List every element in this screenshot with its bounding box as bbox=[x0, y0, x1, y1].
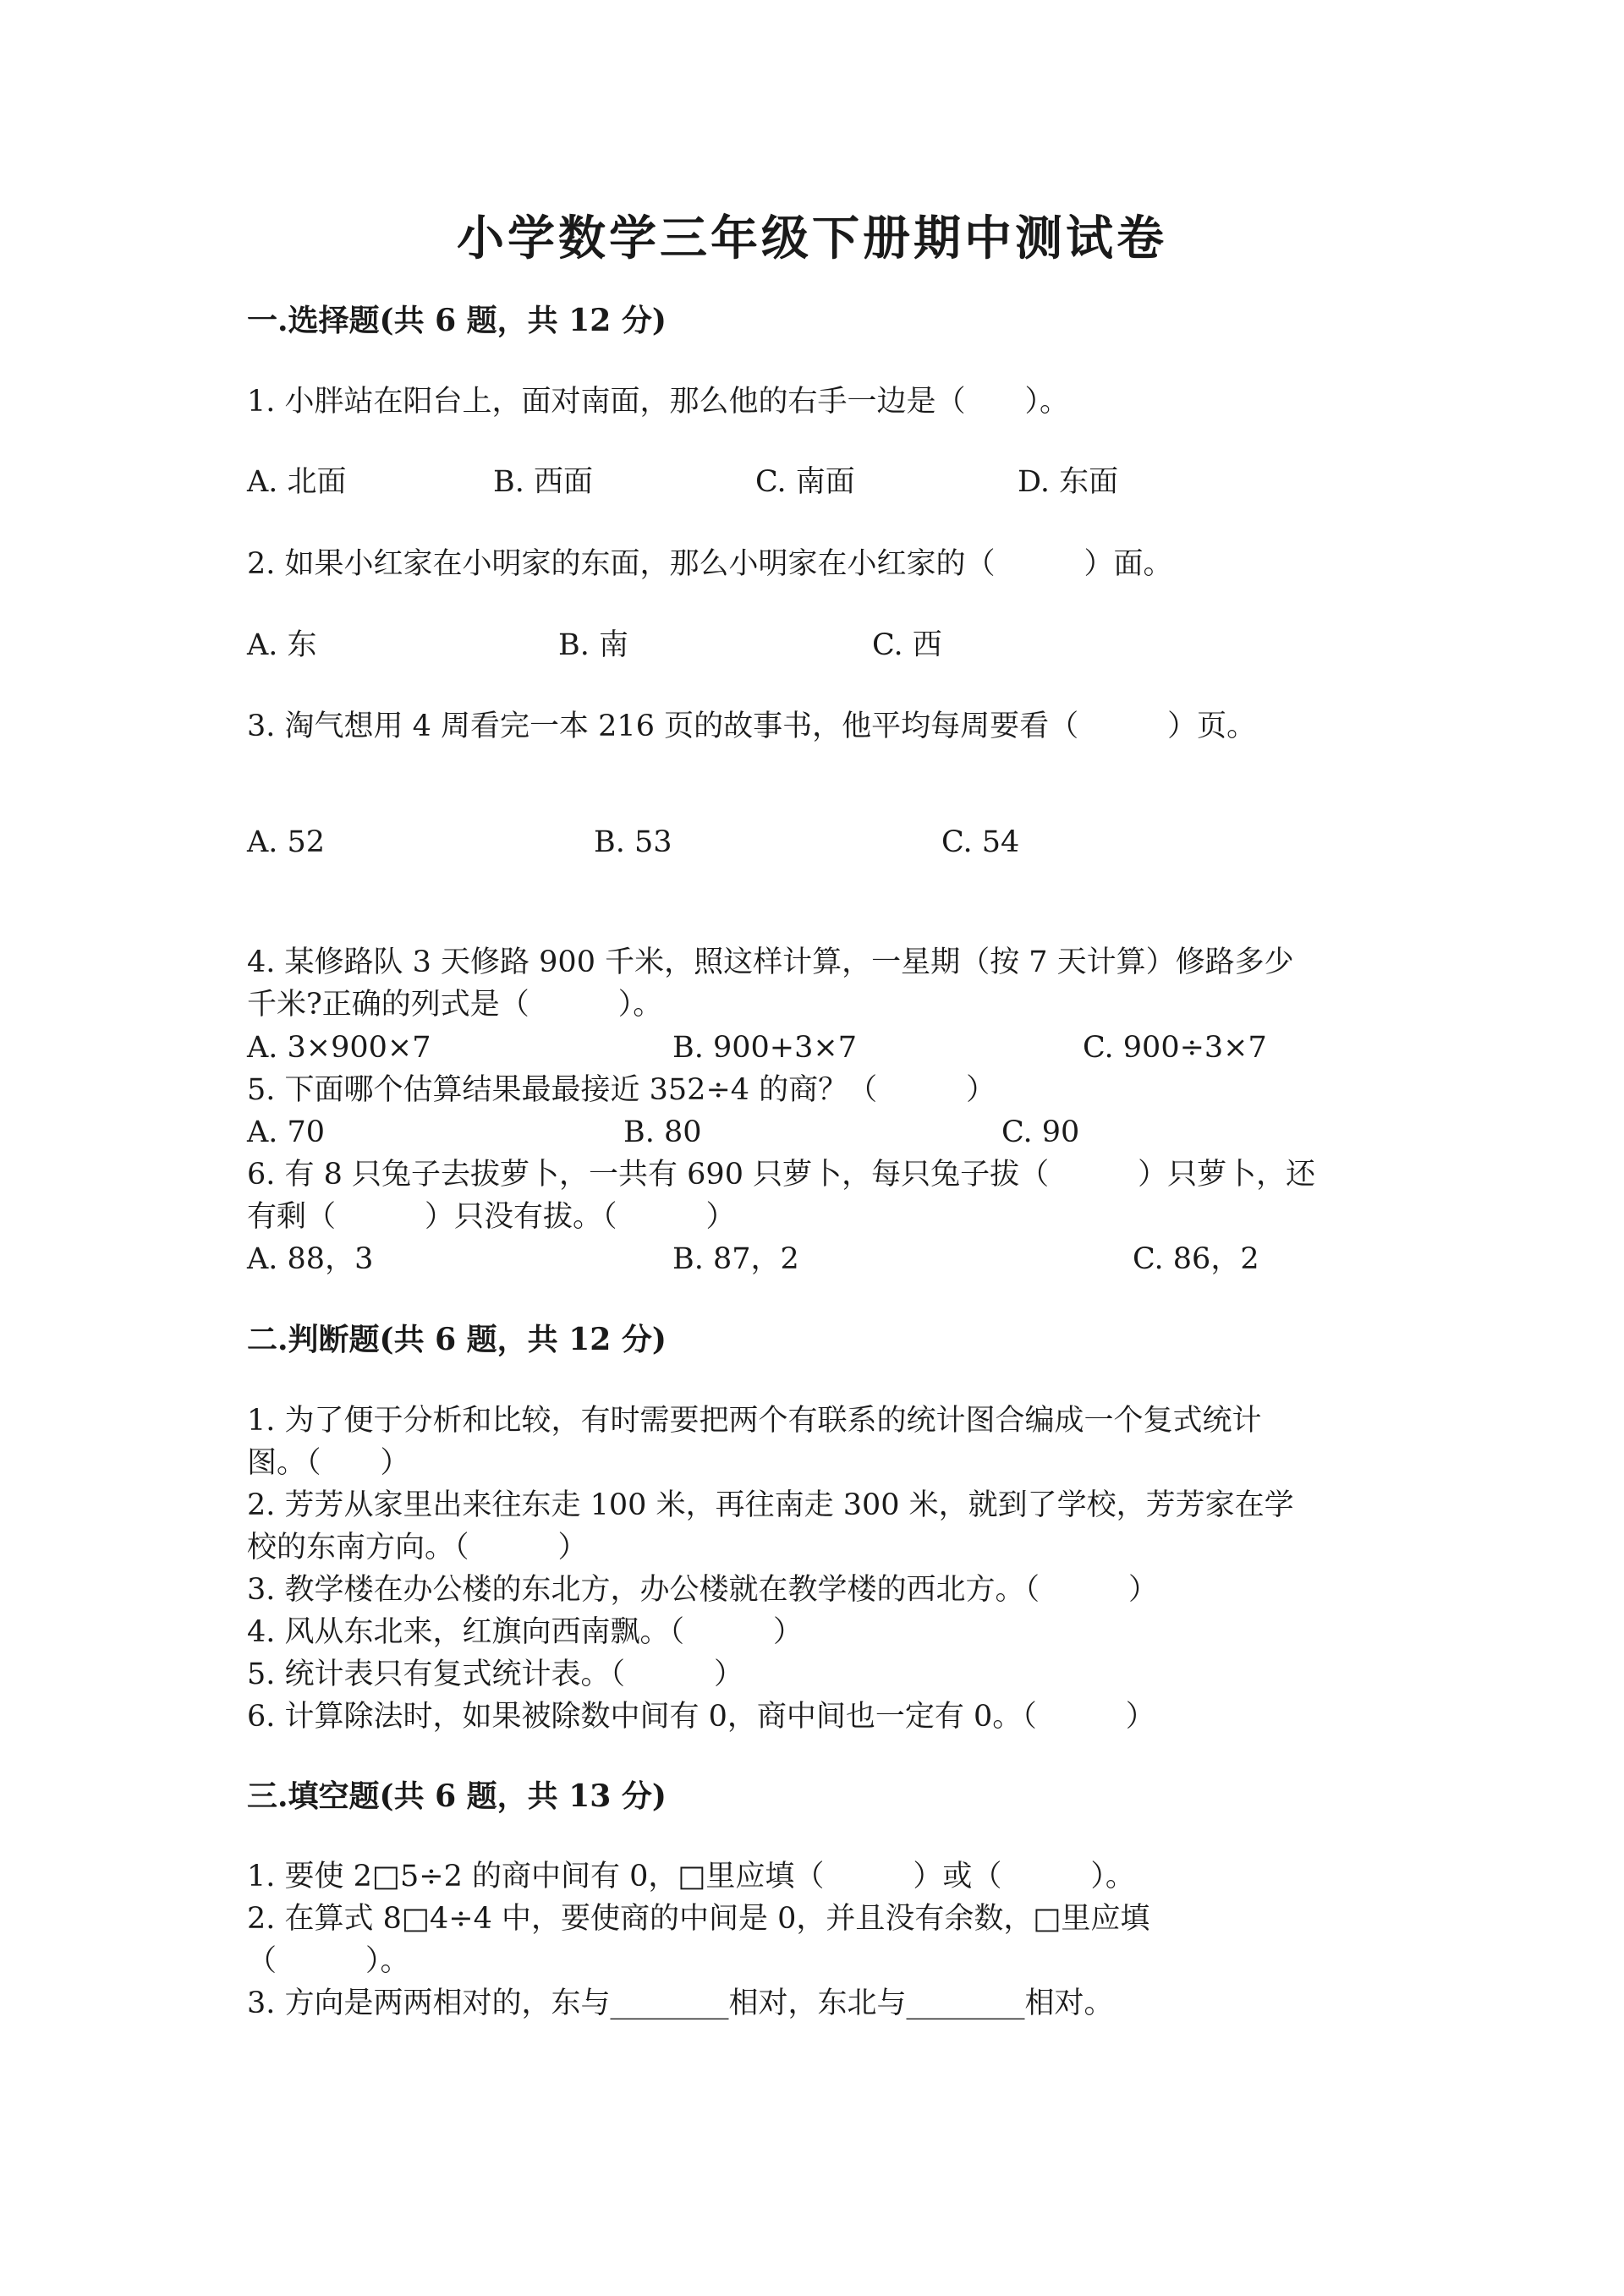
choice-q2-option-b: B. 南 bbox=[558, 628, 628, 662]
page-title: 小学数学三年级下册期中测试卷 bbox=[457, 211, 1167, 266]
judge-q5: 5. 统计表只有复式统计表。（ ） bbox=[247, 1658, 744, 1691]
fill-q2-line1: 2. 在算式 8□4÷4 中，要使商的中间是 0，并且没有余数，□里应填 bbox=[247, 1902, 1150, 1936]
section-heading-judge: 二.判断题(共 6 题，共 12 分) bbox=[247, 1322, 667, 1357]
choice-q4-option-c: C. 900÷3×7 bbox=[1083, 1031, 1267, 1065]
choice-q3-stem: 3. 淘气想用 4 周看完一本 216 页的故事书，他平均每周要看（ ）页。 bbox=[247, 710, 1257, 743]
choice-q6-stem-line2: 有剩（ ）只没有拔。（ ） bbox=[247, 1200, 736, 1234]
choice-q4-stem-line1: 4. 某修路队 3 天修路 900 千米，照这样计算，一星期（按 7 天计算）修路多少 bbox=[247, 945, 1294, 979]
choice-q4-stem-line2: 千米?正确的列式是（ ）。 bbox=[247, 988, 663, 1022]
choice-q4-option-a: A. 3×900×7 bbox=[247, 1031, 431, 1065]
choice-q5-option-a: A. 70 bbox=[247, 1115, 326, 1149]
section-heading-choice: 一.选择题(共 6 题，共 12 分) bbox=[247, 303, 667, 338]
fill-q3: 3. 方向是两两相对的，东与________相对，东北与________相对。 bbox=[247, 1986, 1114, 2020]
choice-q1-option-d: D. 东面 bbox=[1018, 465, 1119, 499]
judge-q6: 6. 计算除法时，如果被除数中间有 0，商中间也一定有 0。（ ） bbox=[247, 1700, 1155, 1734]
judge-q4: 4. 风从东北来，红旗向西南飘。（ ） bbox=[247, 1615, 804, 1649]
choice-q6-option-a: A. 88，3 bbox=[247, 1242, 374, 1276]
choice-q2-option-c: C. 西 bbox=[872, 628, 942, 662]
choice-q5-stem: 5. 下面哪个估算结果最最接近 352÷4 的商？（ ） bbox=[247, 1073, 996, 1107]
choice-q2-option-a: A. 东 bbox=[247, 628, 317, 662]
choice-q2-stem: 2. 如果小红家在小明家的东面，那么小明家在小红家的（ ）面。 bbox=[247, 547, 1173, 581]
choice-q5-option-c: C. 90 bbox=[1001, 1115, 1080, 1149]
fill-q1: 1. 要使 2□5÷2 的商中间有 0，□里应填（ ）或（ ）。 bbox=[247, 1860, 1135, 1893]
judge-q2-line2: 校的东南方向。（ ） bbox=[247, 1531, 588, 1564]
choice-q1-option-c: C. 南面 bbox=[755, 465, 855, 499]
judge-q3: 3. 教学楼在办公楼的东北方，办公楼就在教学楼的西北方。（ ） bbox=[247, 1573, 1159, 1607]
section-heading-fill: 三.填空题(共 6 题，共 13 分) bbox=[247, 1778, 667, 1814]
judge-q1-line2: 图。（ ） bbox=[247, 1446, 410, 1480]
choice-q6-option-c: C. 86，2 bbox=[1133, 1242, 1259, 1276]
choice-q6-stem-line1: 6. 有 8 只兔子去拔萝卜，一共有 690 只萝卜，每只兔子拔（ ）只萝卜，还 bbox=[247, 1158, 1316, 1192]
choice-q1-stem: 1. 小胖站在阳台上，面对南面，那么他的右手一边是（ ）。 bbox=[247, 385, 1070, 419]
judge-q1-line1: 1. 为了便于分析和比较，有时需要把两个有联系的统计图合编成一个复式统计 bbox=[247, 1404, 1262, 1438]
choice-q3-option-a: A. 52 bbox=[247, 825, 326, 859]
choice-q4-option-b: B. 900+3×7 bbox=[672, 1031, 857, 1065]
choice-q6-option-b: B. 87，2 bbox=[672, 1242, 799, 1276]
choice-q3-option-c: C. 54 bbox=[941, 825, 1020, 859]
choice-q1-option-a: A. 北面 bbox=[247, 465, 347, 499]
choice-q5-option-b: B. 80 bbox=[623, 1115, 702, 1149]
choice-q3-option-b: B. 53 bbox=[594, 825, 672, 859]
choice-q1-option-b: B. 西面 bbox=[493, 465, 593, 499]
judge-q2-line1: 2. 芳芳从家里出来往东走 100 米，再往南走 300 米，就到了学校，芳芳家在学 bbox=[247, 1488, 1294, 1522]
fill-q2-line2: （ ）。 bbox=[247, 1944, 410, 1978]
